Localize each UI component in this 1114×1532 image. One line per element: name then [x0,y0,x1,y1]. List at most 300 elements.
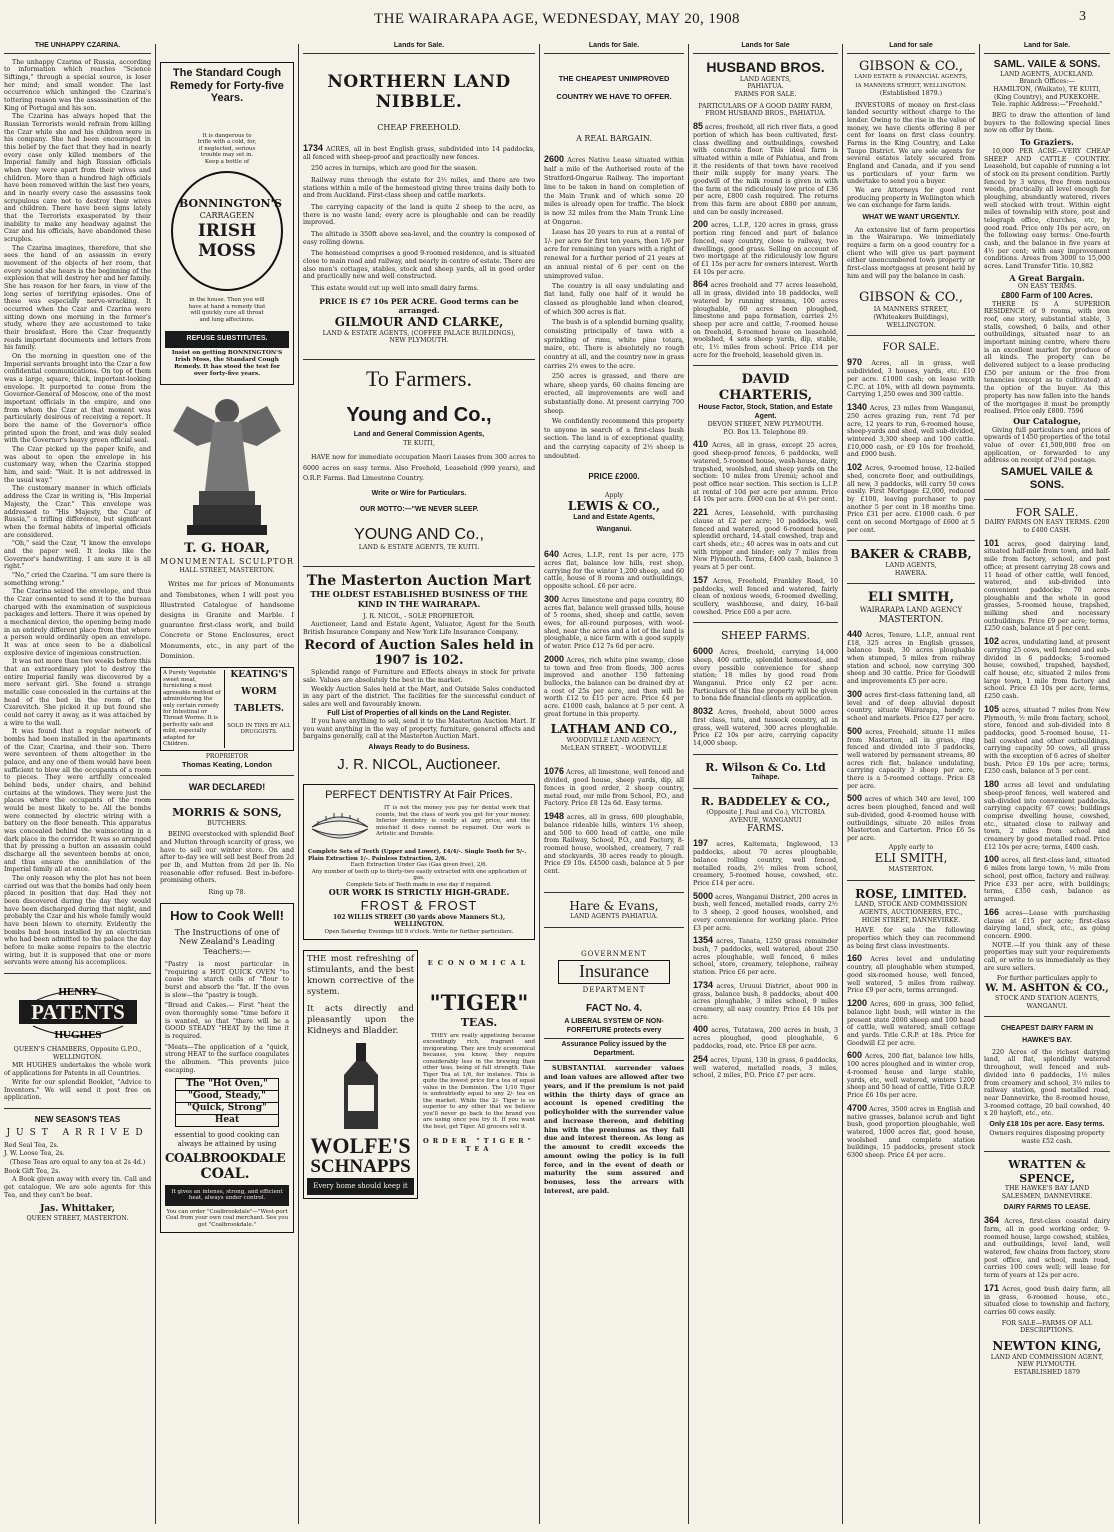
czarina-heading: THE UNHAPPY CZARINA. [4,42,151,54]
teeth-icon [308,805,372,849]
young-town: TE KUITI, [403,439,435,447]
patents-logo-mid: PATENTS [30,1000,125,1025]
mart-sub: THE OLDEST ESTABLISHED BUSINESS OF THE KIND IN THE WAIRARAPA. [310,588,528,609]
listing-text: acres, freehold, all rich river flats, a good portion of which has been cultivated, first-class dwelling and outbuildings, cowshed with concrete floor. This ideal farm is situated within a mile of Pahiatua, and from it the residents of that town have received their milk supply for many years. The goodwill of the milk round is given in with the farm at the ridiculously low price of £36 per acre, £800 cash required. The returns from this farm are about £800 per annum, and can be easily increased. [693,123,838,216]
listing-item [984,636,1110,701]
hoar-address: HALL STREET, MASTERTON. [179,566,275,574]
brand-name: BONNINGTON'S [179,197,282,211]
baddeley-addr: (Opposite J. Paul and Co.), VICTORIA AVENUE, WANGANUI [706,808,825,824]
listing-acres: 105 [984,703,1000,714]
nibble-firm-town: NEW PLYMOUTH. [389,337,449,345]
nibble-acres: 1734 [303,142,324,153]
teas-line: Book Gift Tea, 2s. [4,1167,61,1175]
cook-sub: The Instructions of one of New Zealand's Leading Teachers:— [174,927,280,957]
listing-text: Acres, all in grass, except 25 acres, good sheep-proof fences, 6 paddocks, well watered, 5-roomed house, wash-house, dairy, trapshed, woolshed, and sheep yards on the section: 10 miles from Urenui; school and post office near section. This section is L.I.P. at rental of 10d per acre per annum. Price £4 10s per acre. £600 can be at 4½ per cent. [693,442,838,504]
keating-ad [160,667,294,751]
baker-sub: LAND AGENTS, [885,562,937,570]
dent-line: OUR WORK IS STRICTLY HIGH-GRADE. [328,887,510,898]
husband-firm: HUSBAND BROS. [706,58,825,75]
gibson-sub: LAND ESTATE & FINANCIAL AGENTS, [854,74,968,81]
listing-acres: 200 [693,219,709,230]
dent-line: Complete Sets of Teeth (Upper and Lower), £4/4/-. Single Tooth for 5/-. Plain Extraction 1/-. Painless Extraction, 2/6. [308,849,527,862]
column-lands-center [299,42,539,1522]
gibson-firm: GIBSON & CO., [859,58,963,74]
listing-item [693,439,838,504]
lewis-town: Wanganui. [596,526,632,534]
listing-acres: 6000 [693,645,714,656]
vaile-sig-2: SONS. [1029,479,1065,492]
mart-text: Weekly Auction Sales held at the Mart, and Outside Sales conducted in any part of the district. The facilities for the successful conduct of sales are well and favourably known. [303,685,535,708]
insurance-government: GOVERNMENT [581,949,647,958]
listing-text: acres freehold and 77 acres leasehold, all in grass, divided into 18 paddocks, well watered by running streams, 100 acres ploughable, 60 acres been ploughed, limestone and papa formation, carries 2½ sheep per acre and cattle, 7-roomed house on freehold, 8-roomed house on leasehold, woolshed, 4 sets sheep yards, dip, stable, etc, 1½ miles from school. Price £14 per acre for the freehold, leasehold given in. [693,282,838,359]
easy-terms: ON EASY TERMS. [1017,283,1077,291]
listing-item [693,121,838,216]
teas-address: QUEEN STREET, MASTERTON. [26,1215,129,1223]
vaile-branch: Branch Offices:— [1019,78,1075,86]
young-motto: OUR MOTTO:—"WE NEVER SLEEP. [359,506,479,514]
dent-line: Any number of teeth up to thirty-two easily extracted with one application of gas. [311,868,527,882]
keating-tablets: TABLETS. [234,704,284,715]
column-ads-left [156,42,298,1522]
acres-number: 1076 [544,766,565,777]
gibson-text: We are Attorneys for good rent producing property in Wellington which we can exchange for farm lands. [847,187,975,210]
hoar-trade: MONUMENTAL SCULPTOR [160,556,295,566]
cheap-heading: THE CHEAPEST UNIMPROVED COUNTRY WE HAVE TO OFFER. [556,73,672,101]
price: PRICE £2000. [588,471,640,481]
schnapps-bottle-icon [336,1041,386,1131]
listing-text: acres, Tanata, 1250 grass remainder bush, 7 paddocks, well watered, about 250 acres ploughable, well fenced, 6 miles school, store, creamery, telephone, railway station. Price £6 per acre. [693,938,838,977]
listing-item [693,507,838,572]
coal-claims: It gives an intense, strong, and efficient heat, always under control. [165,1185,289,1206]
listing-item [847,793,975,842]
mart-record: Record of Auction Sales held in 1907 is 102. [304,637,534,669]
listing-text: acres all level and undulating sheep-proof fences, well watered and sub-divided into convenient paddocks, carrying capacity 67 cows; buildings comprise dwelling house, cowshed, etc., situated close to railway and town, 2 miles from school and creamery by good metalled road. Price £12 10s per acre; terms, £400 cash. [984,781,1110,851]
cheapest-text: 220 Acres of the richest dairying land, all flat, splendidly watered throughout, well fenced and sub-divided into 6 paddocks, 1½ miles from creamery and school, 3½ miles to railway station, good metalled road, near Dannevirke, the 8-roomed house, 3-roomed cottage, 20 bail cowshed, 40 x 20 hayloft, etc., etc. [984,1048,1110,1118]
listing-item [984,1215,1110,1280]
land-text: Acres limestone and papa country, 80 acres flat, balance well grassed hills, house of 5 rooms, shed, sheep and cattle, seven ewes, for all-round purposes, with wool-shed, near the acres and a lot of the land is ploughable, a nice farm with a good supply of water. Price £12 7s 6d per acre. [544,596,684,650]
latham-sub: WOODVILLE LAND AGENCY, [566,736,662,744]
schnapps-text: THE most refreshing of stimulants, and the best known corrective of the system. [307,953,414,998]
land-text: 250 acres is grassed, and there are whare, sheep yards, 60 chains fencing are erected, all improvements are well and substantially done. At present carrying 700 sheep. [544,372,684,416]
listing-text: Acres, Leasehold, with purchasing clause at £2 per acre; 10 paddocks, well fenced and watered, good 6-roomed house, splendid orchard, 14-stall cowshed, trap and cart sheds, etc.; 40 acres was in oats and cut with tripper and binder; only 7 miles from New Plymouth. Terms, £400 cash, balance 3 years at 5 per cent. [693,510,838,572]
ashton-listings [984,538,1110,941]
patents-logo [13,980,143,1042]
cook-quote: "Bread and Cakes.— First "heat the oven thoroughly some "time before it is wanted, so that "there will be a GOOD STEADY "HEAT by the time it is required. [165,1002,289,1040]
listing-item [693,219,838,276]
nibble-title: NORTHERN LAND NIBBLE. [327,71,511,113]
latham-firm: LATHAM AND CO., [550,722,678,737]
listing-acres: 1354 [693,935,714,946]
column-lands-3 [689,42,842,1522]
lewis-firm: LEWIS & CO., [567,499,661,514]
listing-text: Acres, 200 flat, balance low hills, 100 acres ploughed and in winter crop, 4-roomed house and large stable, yards, etc, well watered, winters 1200 sheep and 50 head of cattle, Title O.R.P. Price £6 10s per acre. [847,1053,975,1099]
nibble-text: The altitude is 350ft above sea-level, and the country is composed of easy rolling downs. [303,231,535,246]
young-sub: Land and General Commission Agents, [353,431,485,439]
hoar-name: T. G. HOAR, [184,541,270,557]
husband-town: PAHIATUA. [747,83,784,91]
listing-acres: 500 [847,725,863,736]
listing-acres: 970 [847,357,863,368]
gibson-text: INVESTORS of money on first-class landed security without charge to the lender. Owing to the rise in the value of money, we have clients offering 8 per cent for loans on first class country. Farms in the King Country, and Lake Taupo District. We are sole agents for several estates lately secured from England and Canada, and if you send us particulars of your farm we undertake to send you a buyer. [847,101,975,186]
keating-firm: Thomas Keating, London [182,760,272,770]
baker-firm: BAKER & CRABB, [850,547,972,562]
listing-acres: 4700 [847,1102,868,1113]
eli-agency: WAIRARAPA LAND AGENCY [859,606,963,615]
gibson-town: WELLINGTON. [886,321,936,329]
baddeley-farms: FARMS. [747,824,784,835]
cook-quick: "Quick, Strong" [176,1102,278,1114]
keating-left: A Purely Vegetable sweet meat, furnishing a most agreeable method of administering the only certain remedy for Intestinal or Thread Worms. It is perfectly safe and mild, especially adapted for Children. [163,670,225,748]
newton-sub: LAND AND COMMISSION AGENT, [990,1353,1104,1361]
listing-item [693,838,838,887]
nibble-price: PRICE IS £7 10s PER ACRE. Good terms can be arranged. [319,296,519,315]
column-czarina [0,42,155,1522]
baddeley-listings [693,838,838,1080]
coalbrookdale: COALBROOKDALE [165,1151,286,1166]
listing-text: acres, Freehold, situate 11 miles from Masterton, all in grass, ring fenced and divided into 3 paddocks, well watered by permanent streams, 80 acres rich flat, balance undulating, carrying capacity 3 sheep per acre, there is a 5-roomed cottage. Price £8 per acre. [847,728,975,790]
listing-acres: 197 [693,838,709,849]
listing-item [984,538,1110,633]
refuse-substitutes: REFUSE SUBSTITUTES. [165,331,289,348]
cook-ad [160,903,294,1234]
vaile-sub: LAND AGENTS, AUCKLAND. [1000,70,1094,78]
charteris-addr: DEVON STREET, NEW PLYMOUTH. [707,421,824,429]
listing-text: Acres, Tenure, L.I.P., annual rent £18, 325 acres in English grasses, balance bush, 30 acres ploughable when stumped, 5 miles from railway station and school, now carrying 300 sheep and 30 cattle. Price for Goodwill and improvements £5 per acre. [847,631,975,686]
bonnington-stamp [171,171,283,291]
young-firm: Young and Co., [346,403,492,426]
nibble-firm: GILMOUR AND CLARKE, [334,315,504,330]
listing-text: Acres, freehold, carrying 14,000 sheep, 400 cattle, splendid homestead, and every possible convenience for sheep station; 18 miles by good road from Wanganui. Price only £2 per acre. Particulars of this fine property will be given to bona fide financial clients on application. [693,648,838,703]
teas-heading: NEW SEASON'S TEAS [34,1114,121,1124]
listing-item [984,1283,1110,1317]
mart-ready: Always Ready to do Business. [368,744,470,752]
listing-item [693,891,838,933]
listing-acres: 410 [693,439,709,450]
farm-text: THERE IS A SUPERIOR RESIDENCE of 9 rooms, with iron roof, one story, substantial stable, 3 stalls, cowshed, 6 bails, and other outbuildings, situated near to an important mining centre, where there is an excellent market for produce of all kinds. The property can be delivered subject to a lease producing £50 per annum or the free from tenancies (except as to cultivated) at the option of the buyer. As this property has now fallen into the hands of the mortgagee it must be promptly realised. Price only £800. 7596 [984,300,1110,416]
land-text: The country is all easy undulating and flat land, fully one half of it would be classed as ploughable land when cleared, of which 300 acres is flat. [544,282,684,317]
graziers-text: 10,000 PER ACRE—VERY CHEAP SHEEP AND CATTLE COUNTRY. Leasehold, but capable of running a lot of stock on its present condition. Partly fenced by 3 wires, free from noxious weeds, practically all level enough for ploughing, abundantly watered, rivers well stocked with trout. Within eight miles of township with store, post and telegraph office, churches, etc, by good road. Price only 10s per acre, on the following easy terms: One-fourth cash, and the balance in five years at 4½ per cent; with easy improvement conditions. Areas from 3000 to 15,000 acres. Land Transfer Title. 10,882 [984,147,1110,270]
mart-title: The Masterton Auction Mart [306,572,532,589]
article-paragraph: The customary manner in which officials address the Czar in writing is, "His Imperial Majesty, the Czar." This envelope was addressed to "His Majesty, the Czar of Russia," a trifling difference, but significant when the formal habits of imperial officials are considered. [4,485,151,539]
listing-item [847,998,975,1047]
only-price: Only £18 10s per acre. Easy terms. [989,1120,1105,1128]
keating-brand: KEATING'S [230,670,288,681]
husband-listings [693,121,838,359]
dent-line: Each Extraction Under Gas (Gas given free), 2/6. [350,862,488,869]
vaile-tele: Tele. raphic Address:—"Freehold." [991,101,1103,109]
mart-prop: J. R. NICOL, - SOLE PROPRIETOR. [363,613,475,621]
husband-sub-2: FARMS FOR SALE. [734,90,797,98]
rose-firm: ROSE, LIMITED. [855,886,967,901]
baker-town: HAWERA. [894,569,928,577]
cook-title: How to Cook Well! [170,907,284,923]
apply: Apply [604,491,624,499]
gibson-bldg: (Whiteakers Buildings), [873,313,949,321]
listing-acres: 102 [847,462,863,473]
patents-logo-bot: HUGHES [53,1029,102,1042]
tiger-text: THEY are really appetising because exceedingly rich, fragrant and invigorating. They are truly economical because, you know, they require considerably less in the brewing than other teas, being of full strength. Take Tiger Tea at 1/6, for instance. This is quite the lowest price for a tea of equal value in the Dominion. The 1/10 Tiger is undoubtedly equal to any 2/- tea on the market. While the 2/- Tiger is so superior to any other that we believe you'll never go back to the brand you are using once you try it. If you want the best, get Tiger. All grocers sell it. [423,1032,535,1130]
fact-sub-2: Assurance Policy issued by the Department. [544,1038,684,1061]
listing-acres: 101 [984,537,1000,548]
hare-firm: Hare & Evans, [569,898,659,913]
listing-text: acres of which 340 are level, 100 acres been ploughed, fenced and well sub-divided, good 4-roomed house with outbuildings, situate 20 miles from Masterton and Carterton. Price £6 5s per acre. [847,796,975,843]
frost-open: Open Saturday Evenings till 9 o'clock. Write for further particulars. [324,928,514,935]
listing-text: acres, Wanganui District, 200 acres in bush, well fenced, metalled roads, carry 2½ to 3 sheep, 2 good houses, woolshed, and every convenience for working place. Price £3 per acre. [693,893,838,932]
listing-acres: 180 [984,778,1000,789]
newton-king: NEWTON KING, [992,1339,1102,1354]
wratten-firm: WRATTEN & SPENCE, [1008,1158,1086,1185]
latham-addr: McLEAN STREET, - WOODVILLE [560,744,668,752]
brand-sub: CARRAGEEN [199,210,255,220]
newton-town: NEW PLYMOUTH. [1017,1361,1077,1369]
land-text: Acres, L.I.P., rent 1s per acre, 175 acres flat, balance low hills, rest shop, carrying for the winter 1,200 sheep, and 60 cattle, house of 8 rooms and outbuildings, opposite school. £6 per acre. [544,552,684,590]
note-text: NOTE.—If you think any of these properties may suit your requirements call, or write to us immediately as they are sure sellers. [984,941,1110,972]
land-text: acres, all in grass, 600 ploughable, balance rideable hills, winters 1½ sheep, and 500 to 600 head of cattle, one mile from Railway, School, P.O., and Factory, 8-roomed house, woolshed, creamery, 7 rail and stockyards, 30 acres ready to plough. Price £9 10s. £4500 cash, balance at 5 per cent. [544,813,684,875]
young-sig-2: LAND & ESTATE AGENTS, TE KUITI. [358,544,480,552]
dent-text: IT is not the money you pay for dental work that counts, but the class of work you get for your money. Inferior dentistry is costly at any price, and the mischief it does cannot be repaired. Our work is Artistic and Durable. [376,805,530,838]
acres-number: 300 [544,593,560,604]
teas-signature: Jas. Whittaker, [40,1204,115,1215]
listing-text: acres, Upuni, 130 in grass, 6 paddocks, well watered, metalled roads, 3 miles, school, 2 miles, P.O. Price £7 per acre. [693,1056,838,1080]
teas-line: Red Seal Tea, 2s. [4,1141,59,1149]
listing-item [693,1054,838,1080]
cheapest-dairy: CHEAPEST DAIRY FARM IN HAWKE'S BAY. [1000,1025,1094,1044]
cook-good: "Good, Steady," [176,1090,278,1102]
gibson-addr: IA MANNERS STREET, WELLINGTON. [855,83,967,90]
listing-item [847,402,975,459]
eli-town-2: MASTERTON. [888,866,934,873]
article-paragraph: The unhappy Czarina of Russia, according to information which reaches "Science Siftings," through a special source, is loser her mind; and small wonder. The last occurrence which unhinged the Czarina's tottering reason was the assassination of the King of Portugal and his son. [4,58,151,112]
listing-acres: 221 [693,507,709,518]
ashton-firm: W. M. ASHTON & CO., [985,982,1109,994]
listing-acres: 5000 [693,890,714,901]
listing-text: acres, good dairying land, situated half-mile from town, and half-mile from factory, school, and post office; at present carrying 28 cows and 11 head of other cattle, well fenced, watered, and sub-divided into convenient paddocks; 70 acres ploughable and the whole in good grasses, 5-roomed house, trapshed, milking shed and necessary outbuildings. Price £9 per acre; terms, £250 cash, balance at 5 per cent. [984,540,1110,633]
listing-acres: 160 [847,953,863,964]
husband-sub: LAND AGENTS, [739,75,792,83]
frost-firm: FROST & FROST [360,898,478,914]
listing-acres: 440 [847,628,863,639]
keating-sold: SOLD IN TINS BY ALL DRUGGISTS. [227,723,291,736]
frost-address: 102 WILLIS STREET (30 yards above Manners St.), WELLINGTON. [332,913,506,929]
listing-item [693,935,838,977]
keating-worm: WORM [241,687,277,698]
wratten-sub: THE HAWKE'S BAY LAND SALESMEN, DANNEVIRKE. [1001,1185,1093,1200]
sheep-listings [693,646,838,748]
nibble-text: The carrying capacity of the land is quite 2 sheep to the acre, as there is no waste land; every acre is ploughable and can be readily improved. [303,204,535,227]
listing-acres: 102 [984,635,1000,646]
mart-text: If you have anything to sell, send it to the Masterton Auction Mart. If you want anything in the way of property, furniture, general effects and bargains generally, call at the Masterton Auction Mart. [303,718,535,741]
listing-item [693,980,838,1022]
wilson-town: Taihape. [751,773,780,781]
listing-acres: 400 [693,1024,709,1035]
forsale-2: FOR SALE. [1015,505,1079,519]
charteris-sub: House Factor, Stock, Station, and Estate Agent. [698,404,833,420]
morris-text: BEING overstocked with splendid Beef and Mutton through scarcity of grass, we have to sell our winter store. On and after to-day we will sell best Beef from 2d per lb, and Mutton from 2d per lb. No reasonable offer refused. Best in-before-promising others. [160,831,294,885]
fact-sub: A LIBERAL SYSTEM OF NON-FORFEITURE protects every [564,1018,664,1034]
gibson-est: (Established 1879.) [879,90,943,98]
great-bargain: A Great Bargain. [1009,272,1085,283]
mart-full: Full List of Properties of all kinds on the Land Register. [327,709,511,717]
nibble-text: ACRES, all in best English grass, subdivided into 14 paddocks, all fenced with sheep-proof and practically new fences. [303,145,535,161]
cough-title: The Standard Cough Remedy for Forty-five Years. [170,67,284,105]
article-paragraph: The Czar picked up the paper knife, and was about to open the envelope in his customary way, when the Czarina stopped him, and said: "Wait. It is not addressed in the usual way." [4,446,151,484]
vaile-text: BEG to draw the attention of land buyers to the following special lines now on offer by them. [984,112,1110,135]
cough-remedy-ad [160,62,294,385]
listing-item [984,779,1110,851]
eli-smith: ELI SMITH, [868,590,954,606]
angel-monument-icon [167,391,287,537]
forsale-listings [847,357,975,534]
listing-item [984,907,1110,941]
cough-small: It is dangerous to trifle with a cold, for, if neglected, serious trouble may set in. Keep a bottle of [197,132,257,165]
page-number: 3 [1079,9,1086,24]
listing-acres: 166 [984,906,1000,917]
listing-text: Acres, 9-roomed house, 12-bailed shed, concrete floor, and outbuildings, all new, 3 paddocks, will carry 50 cows easily. First Mortgage £2,000, reduced by £100, leaving purchaser to pay another 5 per cent in 18 months time. Price £31 per acre. £1000 cash. 6 per cent on second Mortgage of £600 at 5 per cent. [847,465,975,534]
listing-text: Acres, freehold, about 5000 acres first class, tutu, and tussock country, all in grass, well watered, 300 acres ploughable. Price £2 10s per acre, carrying capacity 14,000 sheep. [693,708,838,747]
nibble-text: The homestead comprises a good 9-roomed residence, and is situated close to main road and railway, and nearly in centre of estate. There are also men's cottages, stables, stock and sheep yards, all in good order and practically new and well constructed. [303,250,535,281]
morris-sub: BUTCHERS. [207,819,247,827]
nibble-firm-address: LAND & ESTATE AGENTS, (COFFEE PALACE BUILDINGS), [322,329,516,337]
tiger-tea-ad [423,950,535,1199]
listing-acres: 1200 [847,997,868,1008]
charteris-firm: DAVID CHARTERIS, [718,372,813,404]
column-lands-5 [980,42,1114,1522]
patents-logo-top: HENRY [57,986,98,999]
coal-order: You can order "Coalbrookdale"—"West-port Coal from your own coal merchant. See you get "Coalbrookdale." [165,1208,289,1228]
tiger-arc: ECONOMICAL [427,958,531,967]
wratten-listings [984,1215,1110,1317]
rose-addr: HIGH STREET, DANNEVIRKE. [861,916,961,924]
teas-arrived: JUST ARRIVED [6,1127,149,1138]
listing-text: acres first-class fattening land, all level and of deep alluvial deposit country, situate Wairarapa, handy to school and markets. Price £27 per acre. [847,691,975,723]
coal-word: COAL. [200,1165,250,1182]
listing-text: Acres, Freehold, Frankley Road, 10 paddocks, well fenced and watered, fairly clean of noxious weeds, 6-roomed dwelling, scullery, washhouse, and dairy, 16-bail cowshed. Price £60 a per acre. [693,577,838,616]
mart-signature: J. R. NICOL, Auctioneer. [337,755,501,773]
listing-text: acres, Kaitemata, Inglewood, 13 paddocks, about 70 acres ploughable, balance rolling country, well fenced, metalled roads, 2½ miles from school, creamery, 5-roomed house, cowshed, etc. Price £14 per acre. [693,841,838,887]
listing-item [693,575,838,617]
war-declared: WAR DECLARED! [188,782,266,793]
wilson-firm: R. Wilson & Co. Ltd [705,760,826,774]
nibble-sub: CHEAP FREEHOLD. [377,123,461,132]
listing-acres: 100 [984,854,1000,865]
eli-listings [847,629,975,843]
listing-item [847,629,975,686]
tiger-name: "TIGER" [429,989,529,1015]
listing-acres: 1734 [693,979,714,990]
mart-text: Auctioneer, Land and Estate Agent, Valuator, Agent for the South British Insurance Company and New York Life Insurance Company. [303,621,535,636]
eli-apply: Apply early to [888,843,934,851]
acres-number: 1948 [544,810,565,821]
teas-line: A Book given away with every tin. Call and get catalogue. We are sole agents for this Tea, and they can't be beat. [4,1176,151,1199]
wolfes-brand: WOLFE'S [310,1133,411,1159]
article-paragraph: "Oh," said the Czar, "I know the envelope and the paper well. It looks like the Governor's handwriting. I am sure it is all right." [4,540,151,571]
further: For further particulars apply to [996,975,1098,983]
want-text: An extensive list of farm properties in the Wairarapa. We immediately require a farm on a good country for a client who will give us part payment either unencumbered town property or first-class mortgages at present held by him and will pay the balance in cash. [847,226,975,280]
listing-item [847,1050,975,1099]
land-text: The bush is of a splendid burning quality, consisting principally of tawa with a sprinkling of rimu, white pine totara, maire, etc. There is absolutely no rough country at all, and the country now in grass carries 2½ ewes to the acre. [544,318,684,370]
listing-item [693,646,838,703]
fact-number: FACT No. 4. [585,1002,643,1014]
sheep-farms: SHEEP FARMS. [721,629,810,643]
listing-text: acres, Uruuui District, about 900 in grass, balance bush, 8 paddocks, about 400 acres ploughable, 3 miles school, 9 miles creamery, all easy country. Price £4 10s per acre. [693,982,838,1021]
schnapps-slogan: Every home should keep it [307,1178,414,1195]
farmers-title: To Farmers. [366,366,472,392]
land-text: Acres Native Lease situated within half a mile of the Authorised route of the Stratford-Ongarue Railway. The important line to be taken in hand on completion of the Main Trunk and of which some 20 miles is already open for traffic. The block is now 32 miles from the Main Trunk Line at Ongarue. [544,157,684,226]
listing-item [847,953,975,995]
listing-text: Acres level and undulating country, all ploughable when stumped, good six-roomed house, well fenced, well watered, 5 miles from railway. Price £9 per acre, terms arranged. [847,956,975,995]
rose-sub: LAND, STOCK AND COMMISSION AGENTS, AUCTIONEERS, ETC., [854,901,968,916]
hoar-text: Writes me for prices of Monuments and Tombstones, when I will post you Illustrated Catalogue of handsome designs in Granite and Marble. I guarantee first-class work, and build Concrete or Stone Enclosures, erect Monuments, etc., in any part of the Dominion. [160,580,294,660]
ashton-town: WANGANUI. [1026,1002,1068,1010]
husband-parts: PARTICULARS OF A GOOD DAIRY FARM, FROM HUSBAND BROS., PAHIATUA. [698,102,833,118]
dent-line: Complete Sets of Teeth made in one day if required. [346,881,492,888]
charteris-listings [693,439,838,616]
listing-item [847,357,975,399]
article-paragraph: The Czarina imagines, therefore, that she sees the hand of an assassin in every movement of the objects of her room, that every sound she hears is the beginning of the explosion that will destroy her and her family. She has reason for her fears, in view of the long series of terrifying episodes. One of these was especially nerve-wracking. It occurred when the Czar and Czarina were sitting down one morning in the former's study, where they are accustomed to take their breakfast. Here the Czar frequently reads important documents and letters from his family. [4,244,151,352]
listing-item [693,279,838,359]
insurance-word: Insurance [558,960,670,984]
listing-text: Acres, 3500 acres in English and native grasses, balance scrub and light bush, good proportion ploughable, well watered, 1000 acres flat, good house, woolshed and complete station buildings, 15 paddocks, present stock 6300 sheep. Price £4 per acre. [847,1105,975,1159]
lands-heading-4: Land for sale [847,42,975,54]
mart-text: Splendid range of Furniture and Effects always in stock for private sale. Values are absolutely the best in the market. [303,669,535,684]
patents-text: Write for our splendid Booklet, "Advice to Inventors." We will send it post free on application. [4,1078,151,1102]
teas-line: J. W. Loose Tea, 2s. [4,1150,65,1158]
article-paragraph: On the morning in question one of the Imperial servants brought into the Czar a few confidential communications. On top of them was a large, square, thick, important-looking envelope. It purported to come from the Governor-General of Moscow, one of the most important officials in the empire, and one from whom the Czar at that moment was particularly desirous of receiving a report. It bore the name of the Governor's office printed upon the front, and was duly sealed with the Governor's heavy green official seal. [4,353,151,445]
owners-text: Owners requires disposing property waste £52 cash. [989,1130,1105,1145]
lands-heading: Lands for Sale. [303,42,535,54]
forsale-farms: FOR SALE—FARMS OF ALL DESCRIPTIONS. [1001,1319,1093,1335]
czarina-article [4,59,151,968]
hare-sub: LAND AGENTS PAHIATUA. [570,913,658,921]
vaile-sig: SAMUEL VAILE & [1001,465,1093,478]
listing-item [847,726,975,791]
listing-acres: 500 [847,793,863,804]
morris-name: MORRIS & SONS, [172,806,282,820]
schnapps-ad [303,950,418,1199]
listing-item [693,1024,838,1050]
listing-text: Acres, good bush dairy farm, all in grass, 6-roomed house, etc., situated close to township and factory, carries 60 cows easily. [984,1285,1110,1317]
article-paragraph: The Czarina seized the envelope, and thus the Czar consented to send it to the bureau charged with the examination of suspicious packages and letters. There it was opened by a mechanical device, the opening being made in an entirely different place from that where a person would ordinarily open an envelope. It was at once seen to be a diabolical explosive device of ingenious construction. [4,588,151,657]
listing-item [984,854,1110,903]
dairy-easy: DAIRY FARMS ON EASY TERMS. £200 to £400 CASH. [984,519,1110,534]
nibble-text: This estate would cut up well into small dairy farms. [311,285,479,293]
land-text: Acres, rich white pine swamp, close to town and free from floods, 300 acres improved and another 150 fattening bullocks, the balance can be drained dry at a cost of 25s per acre, and then will be worth £12 to £15 per acre. Price £4 per acre. £1000 cash, balance at 5 per cent. A great fortune in this property. [544,656,684,718]
listing-item [847,689,975,723]
teas-line: (These Teas are equal to any tea at 2s 4d.) [9,1158,146,1166]
acres-number: 2600 [544,154,565,165]
listing-acres: 1340 [847,402,868,413]
cook-quote: "Pastry is most particular in "requiring a HOT QUICK OVEN "to cause the starch cells of "flour to burst and absorb the "fat. If the oven is slow—the "pastry is tough. [165,960,289,999]
listing-acres: 8032 [693,705,714,716]
listing-item [847,462,975,534]
article-paragraph: "No," cried the Czarina. "I am sure there is something wrong." [4,571,151,587]
want-heading: WHAT WE WANT URGENTLY. [862,214,960,222]
land-text: We confidently recommend this property to anyone in search of a first-class bush section. The land is of exceptional quality, and the carrying capacity of 2½ sheep is undoubted. [544,417,684,461]
listing-acres: 300 [847,688,863,699]
tiger-sub: TEAS. [460,1015,498,1029]
listing-item [984,704,1110,776]
catalogue-text: Giving full particulars and prices of upwards of 1450 properties of the total value of over £1,500,000 free on application, or forwarded to any address on receipt of 2½d postage. [984,426,1110,465]
dent-title: PERFECT DENTISTRY At Fair Prices. [325,788,513,801]
keating-proprietor: PROPRIETOR [205,752,249,760]
land-text: Lease has 20 years to run at a rental of 1/- per acre for first ten years, then 1/6 per acre for remaining ten years with a right of renewal for a further period of 21 years at an annual rental of 6 per cent on the unimproved value. [544,228,684,280]
listing-acres: 157 [693,574,709,585]
column-lands-2 [540,42,688,1522]
bargain: A REAL BARGAIN. [576,133,652,143]
land-text: Acres, all limestone, well fenced and divided, good house, sheep yards, dip, all fences in good order, 2 sheep country, metal road, our mile from School, P.O., and Factory. Price £8 12s 6d. Easy terms. [544,769,684,808]
farm-100: £800 Farm of 100 Acres. [1001,291,1093,301]
listing-acres: 364 [984,1215,1000,1226]
